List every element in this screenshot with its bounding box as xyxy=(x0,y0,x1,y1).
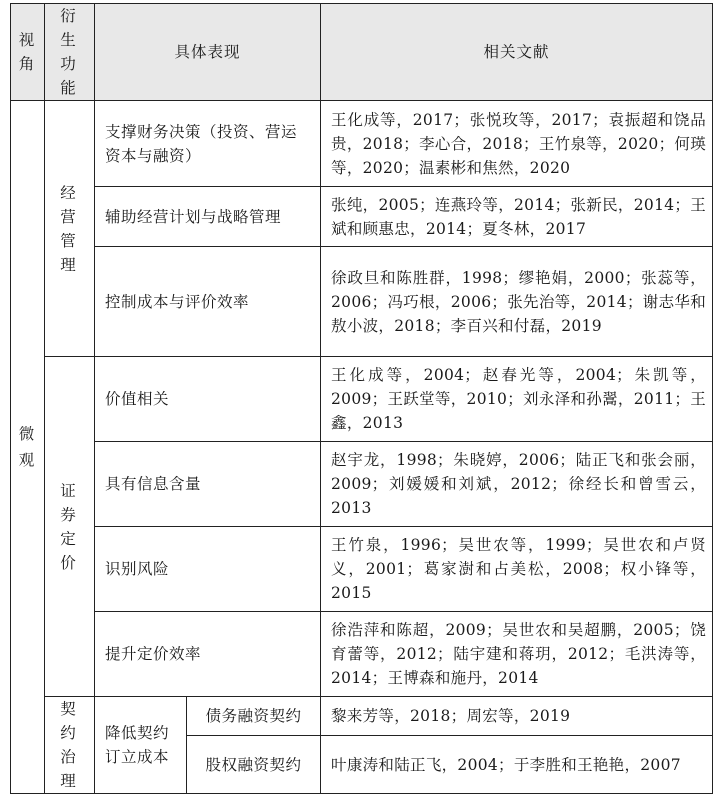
manifestation-cell: 控制成本与评价效率 xyxy=(95,247,321,357)
perspective-cell: 微观 xyxy=(11,101,45,794)
manifestation-cell: 降低契约订立成本 xyxy=(95,697,187,794)
function-cell-contract: 契约治理 xyxy=(45,697,95,794)
literature-cell: 叶康涛和陆正飞，2004；于李胜和王艳艳，2007 xyxy=(321,736,713,794)
manifestation-cell: 辅助经营计划与战略管理 xyxy=(95,187,321,247)
literature-cell: 黎来芳等，2018；周宏等，2019 xyxy=(321,697,713,736)
sub-manifestation-cell: 股权融资契约 xyxy=(187,736,321,794)
header-perspective: 视角 xyxy=(11,4,45,101)
header-manifestation: 具体表现 xyxy=(95,4,321,101)
literature-table xyxy=(10,3,713,794)
manifestation-cell: 具有信息含量 xyxy=(95,442,321,527)
manifestation-cell: 提升定价效率 xyxy=(95,612,321,697)
sub-manifestation-cell: 债务融资契约 xyxy=(187,697,321,736)
manifestation-cell: 支撑财务决策（投资、营运资本与融资） xyxy=(95,101,321,187)
literature-cell: 赵宇龙，1998；朱晓婷，2006；陆正飞和张会丽，2009；刘媛媛和刘斌，2012；徐经长和曾雪云，2013 xyxy=(321,442,713,527)
function-cell-operation: 经营管理 xyxy=(45,101,95,357)
header-literature: 相关文献 xyxy=(321,4,713,101)
literature-cell: 徐浩萍和陈超，2009；吴世农和吴超鹏，2005；饶育蕾等，2012；陆宇建和蒋玥，2012；毛洪涛等，2014；王博森和施丹，2014 xyxy=(321,612,713,697)
literature-cell: 王化成等，2017；张悦玫等，2017；袁振超和饶品贵，2018；李心合，2018；王竹泉等，2020；何瑛等，2020；温素彬和焦然，2020 xyxy=(321,101,713,187)
manifestation-cell: 价值相关 xyxy=(95,357,321,442)
table-row xyxy=(11,442,713,527)
table-row xyxy=(11,187,713,247)
header-function: 衍生功能 xyxy=(45,4,95,101)
table-row xyxy=(11,247,713,357)
literature-cell: 王竹泉，1996；吴世农等，1999；吴世农和卢贤义，2001；葛家澍和占美松，2008；权小锋等，2015 xyxy=(321,527,713,612)
literature-cell: 徐政旦和陈胜群，1998；缪艳娟，2000；张蕊等，2006；冯巧根，2006；张先治等，2014；谢志华和敖小波，2018；李百兴和付磊，2019 xyxy=(321,247,713,357)
header-row xyxy=(11,4,713,101)
table-row xyxy=(11,527,713,612)
table-row xyxy=(11,612,713,697)
table-row xyxy=(11,357,713,442)
manifestation-cell: 识别风险 xyxy=(95,527,321,612)
literature-cell: 张纯，2005；连燕玲等，2014；张新民，2014；王斌和顾惠忠，2014；夏冬林，2017 xyxy=(321,187,713,247)
literature-cell: 王化成等，2004；赵春光等，2004；朱凯等，2009；王跃堂等，2010；刘永泽和孙翯，2011；王鑫，2013 xyxy=(321,357,713,442)
table-row xyxy=(11,697,713,736)
function-cell-pricing: 证券定价 xyxy=(45,357,95,697)
table-row xyxy=(11,101,713,187)
